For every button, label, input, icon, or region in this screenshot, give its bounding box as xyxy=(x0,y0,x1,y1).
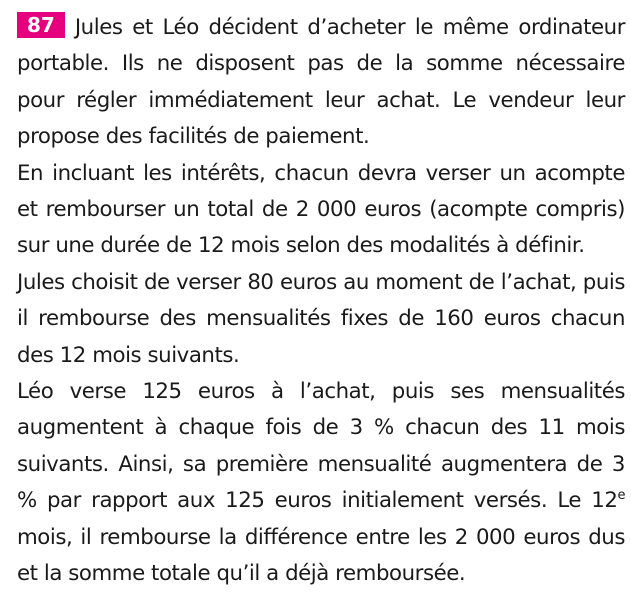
leo-text-part1: Léo verse 125 euros à l’achat, puis ses mensualités augmentent à chaque fois de 3 % chacun des 11 mois suivants. Ainsi, sa première mensualité augmentera de 3 % par rapport aux 125 euros initialement versés. Le 12 xyxy=(17,379,625,514)
leo-paragraph xyxy=(17,374,625,592)
superscript-e: e xyxy=(617,488,625,504)
leo-text-part2: mois, il rembourse la différence entre les 2 000 euros dus et la somme totale qu’il a déjà remboursée. xyxy=(17,524,625,587)
intro-paragraph xyxy=(17,10,625,156)
context-paragraph: En incluant les intérêts, chacun devra verser un acompte et rembourser un total de 2 000 euros (acompte compris) sur une durée de 12 mois selon des modalités à définir. xyxy=(17,160,625,259)
exercise-87 xyxy=(17,10,625,593)
jules-paragraph: Jules choisit de verser 80 euros au moment de l’achat, puis il rembourse des mensualités fixes de 160 euros chacun des 12 mois suivants. xyxy=(17,269,625,368)
exercise-number-badge: 87 xyxy=(17,12,65,38)
intro-text: Jules et Léo décident d’acheter le même ordinateur portable. Ils ne disposent pas de la somme nécessaire pour régler immédiatement leur achat. Le vendeur leur propose des facilités de paiement. xyxy=(17,15,625,150)
